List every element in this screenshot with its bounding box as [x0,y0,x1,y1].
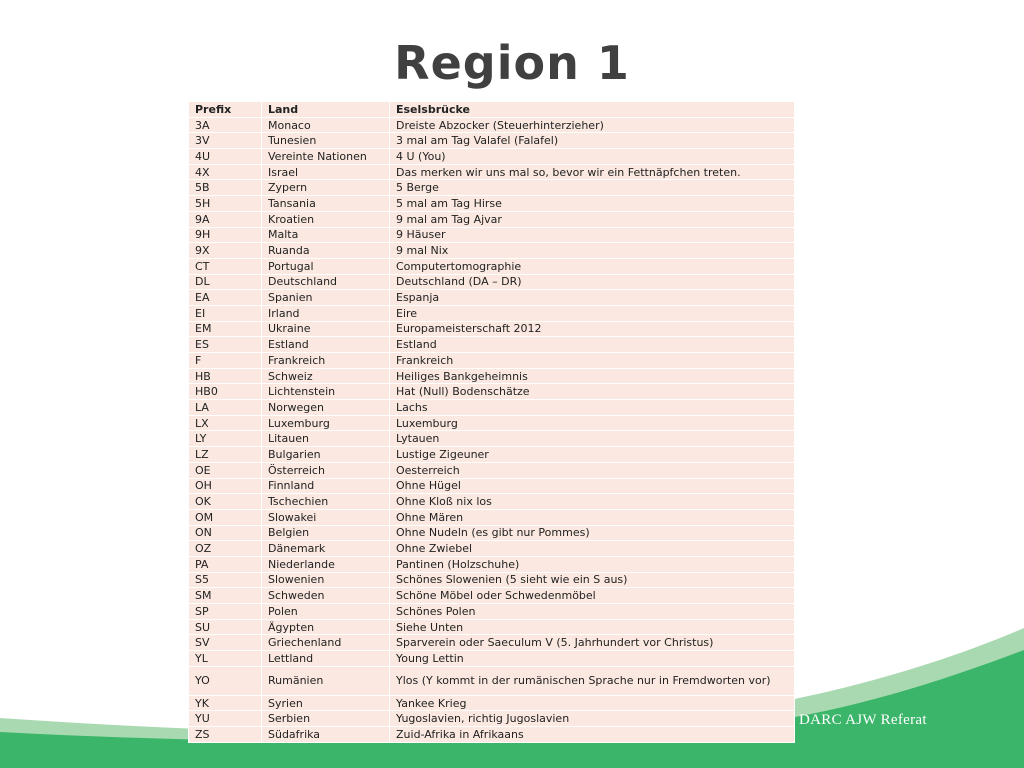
land-cell: Ruanda [262,243,389,258]
table-row [189,447,794,462]
eselsbruecke-cell: 5 mal am Tag Hirse [390,196,794,211]
prefix-cell: SV [189,635,261,650]
eselsbruecke-cell: Ohne Hügel [390,479,794,494]
table-row [189,337,794,352]
land-cell: Österreich [262,463,389,478]
land-cell: Monaco [262,118,389,133]
prefix-cell: ON [189,526,261,541]
table-row [189,290,794,305]
table-row [189,510,794,525]
land-cell: Luxemburg [262,416,389,431]
prefix-cell: EA [189,290,261,305]
prefix-cell: YO [189,667,261,695]
table-row [189,635,794,650]
land-cell: Slowakei [262,510,389,525]
prefix-cell: OZ [189,541,261,556]
prefix-cell: SP [189,604,261,619]
table-row [189,526,794,541]
prefix-cell: SM [189,588,261,603]
eselsbruecke-cell: Das merken wir uns mal so, bevor wir ein Fettnäpfchen treten. [390,165,794,180]
eselsbruecke-cell: Ohne Nudeln (es gibt nur Pommes) [390,526,794,541]
header-eselsbruecke: Eselsbrücke [390,102,794,117]
eselsbruecke-cell: 5 Berge [390,180,794,195]
table-row [189,196,794,211]
eselsbruecke-cell: Frankreich [390,353,794,368]
eselsbruecke-cell: 3 mal am Tag Valafel (Falafel) [390,133,794,148]
land-cell: Ägypten [262,620,389,635]
land-cell: Rumänien [262,667,389,695]
table-row [189,588,794,603]
prefix-cell: YL [189,651,261,666]
eselsbruecke-cell: Sparverein oder Saeculum V (5. Jahrhundert vor Christus) [390,635,794,650]
header-prefix: Prefix [189,102,261,117]
land-cell: Griechenland [262,635,389,650]
land-cell: Deutschland [262,275,389,290]
eselsbruecke-cell: Ohne Kloß nix los [390,494,794,509]
land-cell: Estland [262,337,389,352]
eselsbruecke-cell: Lachs [390,400,794,415]
prefix-cell: S5 [189,573,261,588]
table-row [189,416,794,431]
table-row [189,463,794,478]
prefix-cell: LZ [189,447,261,462]
eselsbruecke-cell: 4 U (You) [390,149,794,164]
land-cell: Tunesien [262,133,389,148]
land-cell: Israel [262,165,389,180]
land-cell: Schweiz [262,369,389,384]
prefix-cell: EI [189,306,261,321]
land-cell: Slowenien [262,573,389,588]
table-row [189,180,794,195]
land-cell: Syrien [262,696,389,711]
prefix-cell: PA [189,557,261,572]
table-row [189,400,794,415]
prefix-cell: 9X [189,243,261,258]
land-cell: Zypern [262,180,389,195]
prefix-cell: LX [189,416,261,431]
table-row [189,696,794,711]
prefix-cell: ES [189,337,261,352]
land-cell: Niederlande [262,557,389,572]
table-row [189,667,794,695]
land-cell: Dänemark [262,541,389,556]
table-row [189,494,794,509]
prefix-cell: 4X [189,165,261,180]
land-cell: Südafrika [262,727,389,742]
eselsbruecke-cell: Ohne Zwiebel [390,541,794,556]
prefix-cell: 5H [189,196,261,211]
prefix-cell: YU [189,711,261,726]
land-cell: Schweden [262,588,389,603]
eselsbruecke-cell: 9 mal Nix [390,243,794,258]
land-cell: Spanien [262,290,389,305]
prefix-cell: 5B [189,180,261,195]
table-row [189,149,794,164]
prefix-cell: ZS [189,727,261,742]
land-cell: Tansania [262,196,389,211]
table-row [189,620,794,635]
table-row [189,275,794,290]
eselsbruecke-cell: 9 mal am Tag Ajvar [390,212,794,227]
header-land: Land [262,102,389,117]
prefix-cell: EM [189,322,261,337]
table-row [189,212,794,227]
prefix-cell: OH [189,479,261,494]
table-row [189,557,794,572]
eselsbruecke-cell: 9 Häuser [390,228,794,243]
prefix-cell: LY [189,431,261,446]
prefix-cell: 9A [189,212,261,227]
prefix-cell: 3V [189,133,261,148]
land-cell: Bulgarien [262,447,389,462]
land-cell: Portugal [262,259,389,274]
table-row [189,369,794,384]
eselsbruecke-cell: Schönes Polen [390,604,794,619]
prefix-cell: 4U [189,149,261,164]
land-cell: Tschechien [262,494,389,509]
table-row [189,541,794,556]
eselsbruecke-cell: Young Lettin [390,651,794,666]
table-row [189,259,794,274]
land-cell: Polen [262,604,389,619]
eselsbruecke-cell: Ylos (Y kommt in der rumänischen Sprache nur in Fremdworten vor) [390,667,794,695]
prefix-cell: HB [189,369,261,384]
land-cell: Frankreich [262,353,389,368]
eselsbruecke-cell: Oesterreich [390,463,794,478]
slide-title: Region 1 [394,36,630,90]
table-row [189,573,794,588]
eselsbruecke-cell: Zuid-Afrika in Afrikaans [390,727,794,742]
eselsbruecke-cell: Pantinen (Holzschuhe) [390,557,794,572]
eselsbruecke-cell: Yugoslavien, richtig Jugoslavien [390,711,794,726]
table-row [189,133,794,148]
eselsbruecke-cell: Dreiste Abzocker (Steuerhinterzieher) [390,118,794,133]
table-body [189,118,794,742]
eselsbruecke-cell: Computertomographie [390,259,794,274]
table-row [189,727,794,742]
land-cell: Litauen [262,431,389,446]
eselsbruecke-cell: Ohne Mären [390,510,794,525]
land-cell: Vereinte Nationen [262,149,389,164]
prefix-cell: OM [189,510,261,525]
land-cell: Norwegen [262,400,389,415]
land-cell: Lichtenstein [262,384,389,399]
table-row [189,306,794,321]
land-cell: Finnland [262,479,389,494]
eselsbruecke-cell: Schönes Slowenien (5 sieht wie ein S aus) [390,573,794,588]
land-cell: Serbien [262,711,389,726]
eselsbruecke-cell: Luxemburg [390,416,794,431]
table-row [189,228,794,243]
land-cell: Ukraine [262,322,389,337]
prefix-cell: CT [189,259,261,274]
prefix-cell: 9H [189,228,261,243]
prefix-cell: 3A [189,118,261,133]
eselsbruecke-cell: Hat (Null) Bodenschätze [390,384,794,399]
prefix-cell: OK [189,494,261,509]
eselsbruecke-cell: Schöne Möbel oder Schwedenmöbel [390,588,794,603]
eselsbruecke-cell: Europameisterschaft 2012 [390,322,794,337]
prefix-cell: HB0 [189,384,261,399]
land-cell: Malta [262,228,389,243]
table-row [189,353,794,368]
table-row [189,243,794,258]
table-row [189,165,794,180]
eselsbruecke-cell: Yankee Krieg [390,696,794,711]
footer-text: DARC AJW Referat [799,712,927,728]
eselsbruecke-cell: Lytauen [390,431,794,446]
region-table [188,101,795,743]
eselsbruecke-cell: Eire [390,306,794,321]
table-row [189,384,794,399]
prefix-cell: LA [189,400,261,415]
table-row [189,711,794,726]
land-cell: Irland [262,306,389,321]
eselsbruecke-cell: Estland [390,337,794,352]
eselsbruecke-cell: Espanja [390,290,794,305]
prefix-cell: YK [189,696,261,711]
table-row [189,651,794,666]
prefix-cell: F [189,353,261,368]
table-row [189,118,794,133]
table-row [189,431,794,446]
table-row [189,604,794,619]
prefix-cell: DL [189,275,261,290]
table-row [189,322,794,337]
land-cell: Belgien [262,526,389,541]
table-header-row [189,102,794,117]
eselsbruecke-cell: Deutschland (DA – DR) [390,275,794,290]
prefix-cell: OE [189,463,261,478]
land-cell: Kroatien [262,212,389,227]
prefix-cell: SU [189,620,261,635]
land-cell: Lettland [262,651,389,666]
eselsbruecke-cell: Heiliges Bankgeheimnis [390,369,794,384]
eselsbruecke-cell: Siehe Unten [390,620,794,635]
eselsbruecke-cell: Lustige Zigeuner [390,447,794,462]
table-row [189,479,794,494]
